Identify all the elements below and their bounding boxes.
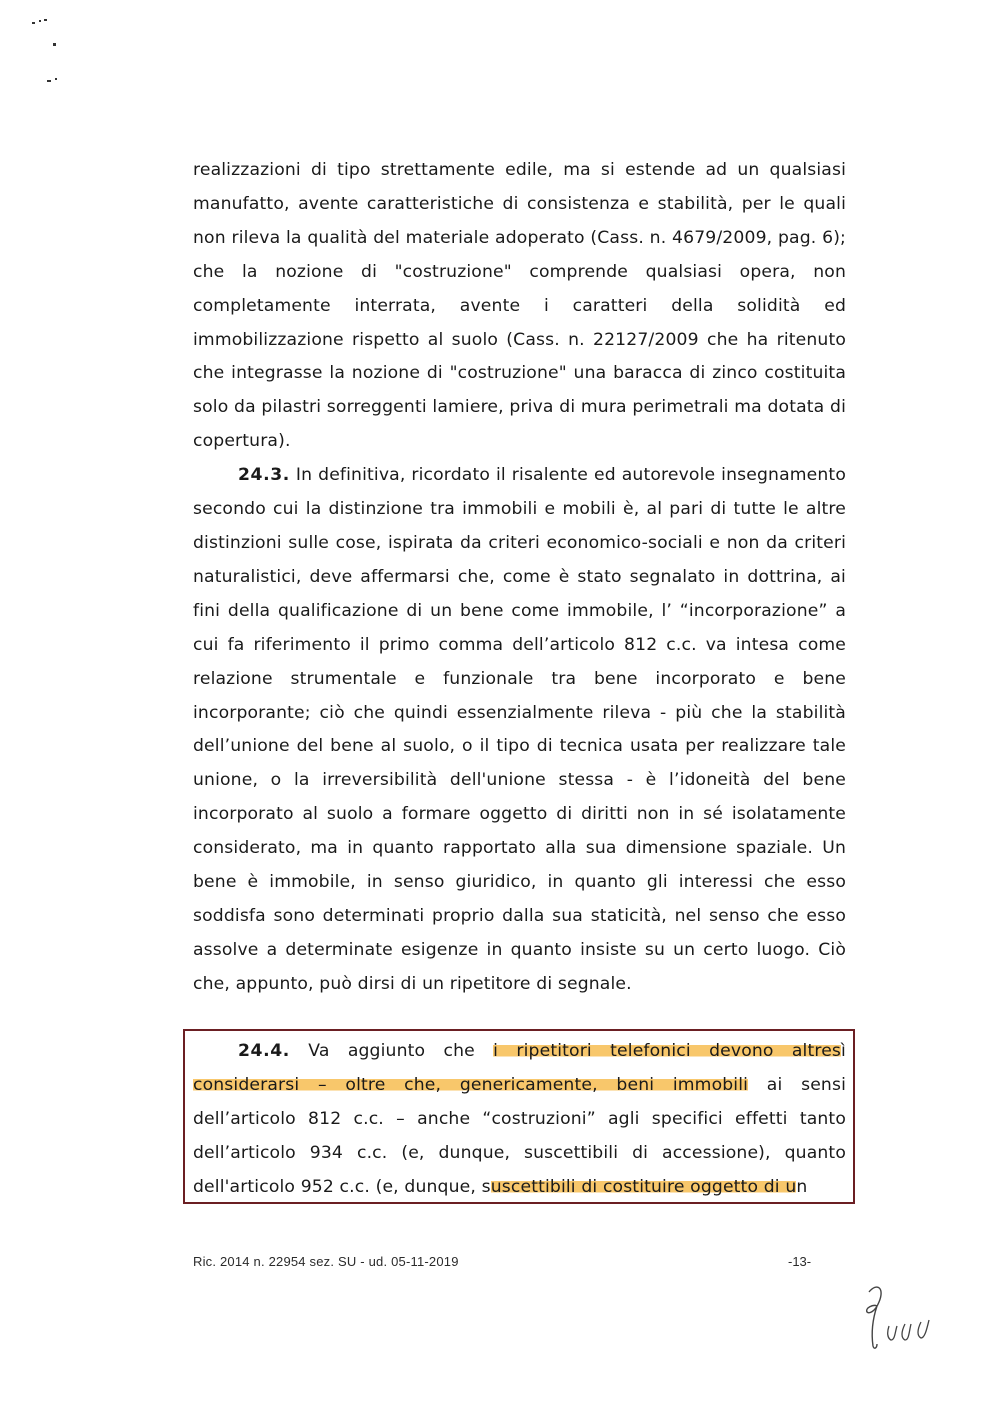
paragraph-24-4 (193, 1035, 846, 1205)
section-number: 24.3. (238, 465, 290, 486)
scan-artifacts (30, 14, 70, 84)
highlighted-box (183, 1029, 855, 1204)
document-body (193, 154, 846, 1002)
footer-reference: Ric. 2014 n. 22954 sez. SU - ud. 05-11-2019 (193, 1254, 459, 1269)
page-number: -13- (788, 1254, 812, 1269)
handwritten-signature (855, 1278, 945, 1358)
highlighted-text: i ripetitori telefonici devono altres (493, 1041, 842, 1061)
highlighted-text: considerarsi – oltre che, genericamente, beni immobili (193, 1074, 749, 1095)
paragraph-text: In definitiva, ricordato il risalente ed autorevole insegnamento secondo cui la distinzione tra immobili e mobili è, al pari di tutte le altre distinzioni sulle cose, ispirata da criteri economico-sociali e non da criteri naturalistici, deve affermarsi che, come è stato segnalato in dottrina, ai fini della qualificazione di un bene come immobile, l’ “incorporazione” a cui fa riferimento il primo comma dell’articolo 812 c.c. va intesa come relazione strumentale e funzionale tra bene incorporato e bene incorporante; ciò che quindi essenzialmente rileva - più che la stabilità dell’unione del bene al suolo, o il tipo di tecnica usata per realizzare tale unione, o la irreversibilità dell'unione stessa - è l’idoneità del bene incorporato al suolo a formare oggetto di diritti non in sé isolatamente considerato, ma in quanto rapportato alla sua dimensione spaziale. Un bene è immobile, in senso giuridico, in quanto gli interessi che esso soddisfa sono determinati proprio dalla sua staticità, nel senso che esso assolve a determinate esigenze in quanto insiste su un certo luogo. Ciò che, appunto, può dirsi di un ripetitore di segnale. (193, 465, 846, 994)
paragraph-text: ai sensi dell’articolo 812 c.c. – anche “costruzioni” agli specifici effetti tanto dell’articolo 934 c.c. (e, dunque, suscettibili di accessione), quanto dell'articolo 952 c.c. (e, dunque, s (193, 1074, 846, 1197)
paragraph-continued: realizzazioni di tipo strettamente edile, ma si estende ad un qualsiasi manufatto, avente caratteristiche di consistenza e stabilità, per le quali non rileva la qualità del materiale adoperato (Cass. n. 4679/2009, pag. 6); che la nozione di "costruzione" comprende qualsiasi opera, non completamente interrata, avente i caratteri della solidità ed immobilizzazione rispetto al suolo (Cass. n. 22127/2009 che ha ritenuto che integrasse la nozione di "costruzione" una baracca di zinco costituita solo da pilastri sorreggenti lamiere, priva di mura perimetrali ma dotata di copertura). (193, 160, 846, 452)
highlighted-text: uscettibili di costituire oggetto di u (490, 1176, 797, 1197)
paragraph-text: ì (841, 1041, 846, 1061)
section-number: 24.4. (238, 1041, 290, 1061)
paragraph-text: Va aggiunto che (308, 1041, 494, 1061)
paragraph-24-3 (193, 459, 846, 1002)
paragraph-text: n (796, 1176, 808, 1197)
